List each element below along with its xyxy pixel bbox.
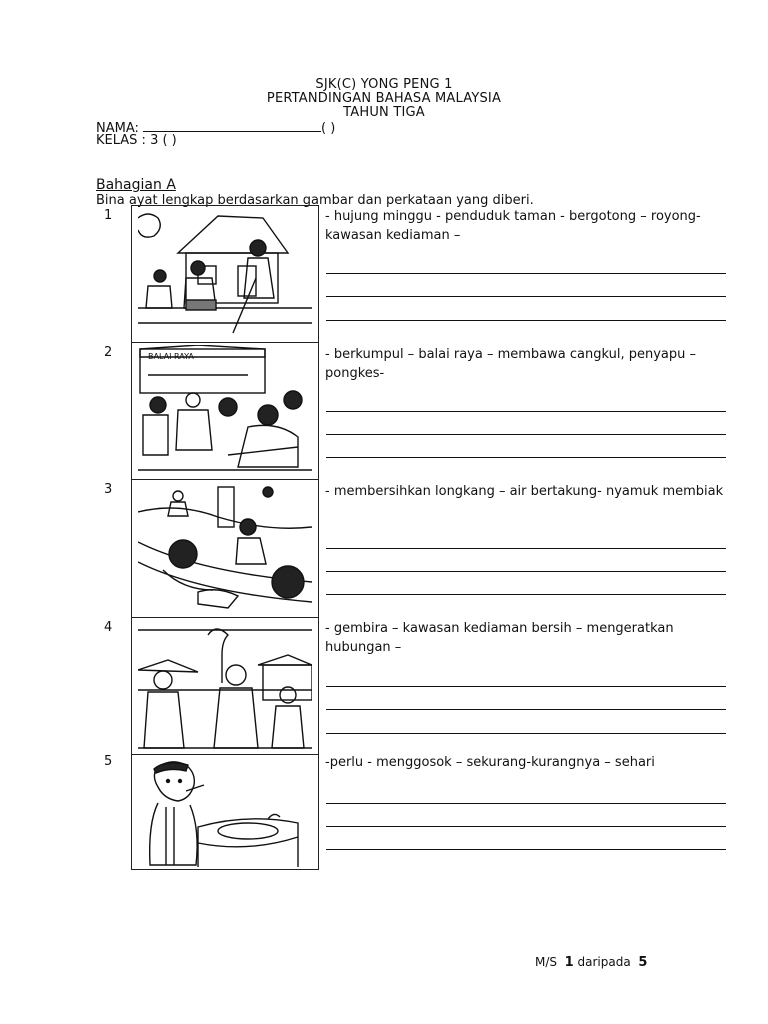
document-header	[0, 78, 768, 120]
drain-cleaning-illustration	[138, 482, 312, 615]
page-footer	[535, 955, 647, 970]
question-keywords: - berkumpul – balai raya – membawa cangkul, penyapu – pongkes-	[325, 347, 696, 381]
question-number: 1	[104, 208, 113, 223]
answer-line[interactable]	[326, 273, 726, 274]
question-keywords: - membersihkan longkang – air bertakung- nyamuk membiak	[325, 484, 724, 499]
page-separator: daripada	[577, 955, 631, 969]
answer-line[interactable]	[326, 434, 726, 435]
picture-table	[131, 205, 319, 870]
name-blank-line[interactable]	[143, 120, 321, 132]
question-number: 3	[104, 482, 113, 497]
question-keywords: - gembira – kawasan kediaman bersih – mengeratkan hubungan –	[325, 621, 674, 655]
answer-line[interactable]	[326, 709, 726, 710]
question-number: 2	[104, 345, 113, 360]
community-hall-gathering-illustration	[138, 345, 312, 477]
balai-raya-sign: BALAI RAYA	[148, 352, 194, 361]
section-title: Bahagian A	[96, 177, 176, 193]
happy-residents-illustration	[138, 620, 312, 752]
picture-cell	[132, 343, 318, 480]
question-number: 4	[104, 620, 113, 635]
house-cleaning-illustration	[138, 208, 312, 340]
year-level: TAHUN TIGA	[343, 105, 425, 120]
answer-line[interactable]	[326, 803, 726, 804]
picture-cell	[132, 618, 318, 755]
class-field[interactable]: KELAS : 3 ( )	[96, 133, 177, 148]
competition-title: PERTANDINGAN BAHASA MALAYSIA	[266, 91, 502, 106]
answer-line[interactable]	[326, 411, 726, 412]
picture-cell	[132, 480, 318, 618]
answer-line[interactable]	[326, 849, 726, 850]
answer-line[interactable]	[326, 296, 726, 297]
picture-cell	[132, 755, 318, 869]
answer-line[interactable]	[326, 826, 726, 827]
answer-line[interactable]	[326, 686, 726, 687]
question-keywords: -perlu - menggosok – sekurang-kurangnya – sehari	[325, 755, 655, 770]
answer-line[interactable]	[326, 457, 726, 458]
answer-line[interactable]	[326, 548, 726, 549]
school-name: SJK(C) YONG PENG 1	[315, 77, 453, 92]
name-number-parentheses: ( )	[321, 121, 336, 136]
answer-line[interactable]	[326, 594, 726, 595]
answer-line[interactable]	[326, 320, 726, 321]
brushing-teeth-illustration	[138, 757, 312, 867]
question-number: 5	[104, 754, 113, 769]
page-number: 1	[564, 955, 574, 970]
answer-line[interactable]	[326, 733, 726, 734]
section-instruction: Bina ayat lengkap berdasarkan gambar dan perkataan yang diberi.	[96, 193, 534, 208]
answer-line[interactable]	[326, 571, 726, 572]
name-label: NAMA:	[96, 121, 139, 136]
page-total: 5	[638, 955, 648, 970]
picture-cell	[132, 206, 318, 343]
question-keywords: - hujung minggu - penduduk taman - bergotong – royong-kawasan kediaman –	[325, 209, 701, 243]
page-prefix: M/S	[535, 955, 558, 969]
